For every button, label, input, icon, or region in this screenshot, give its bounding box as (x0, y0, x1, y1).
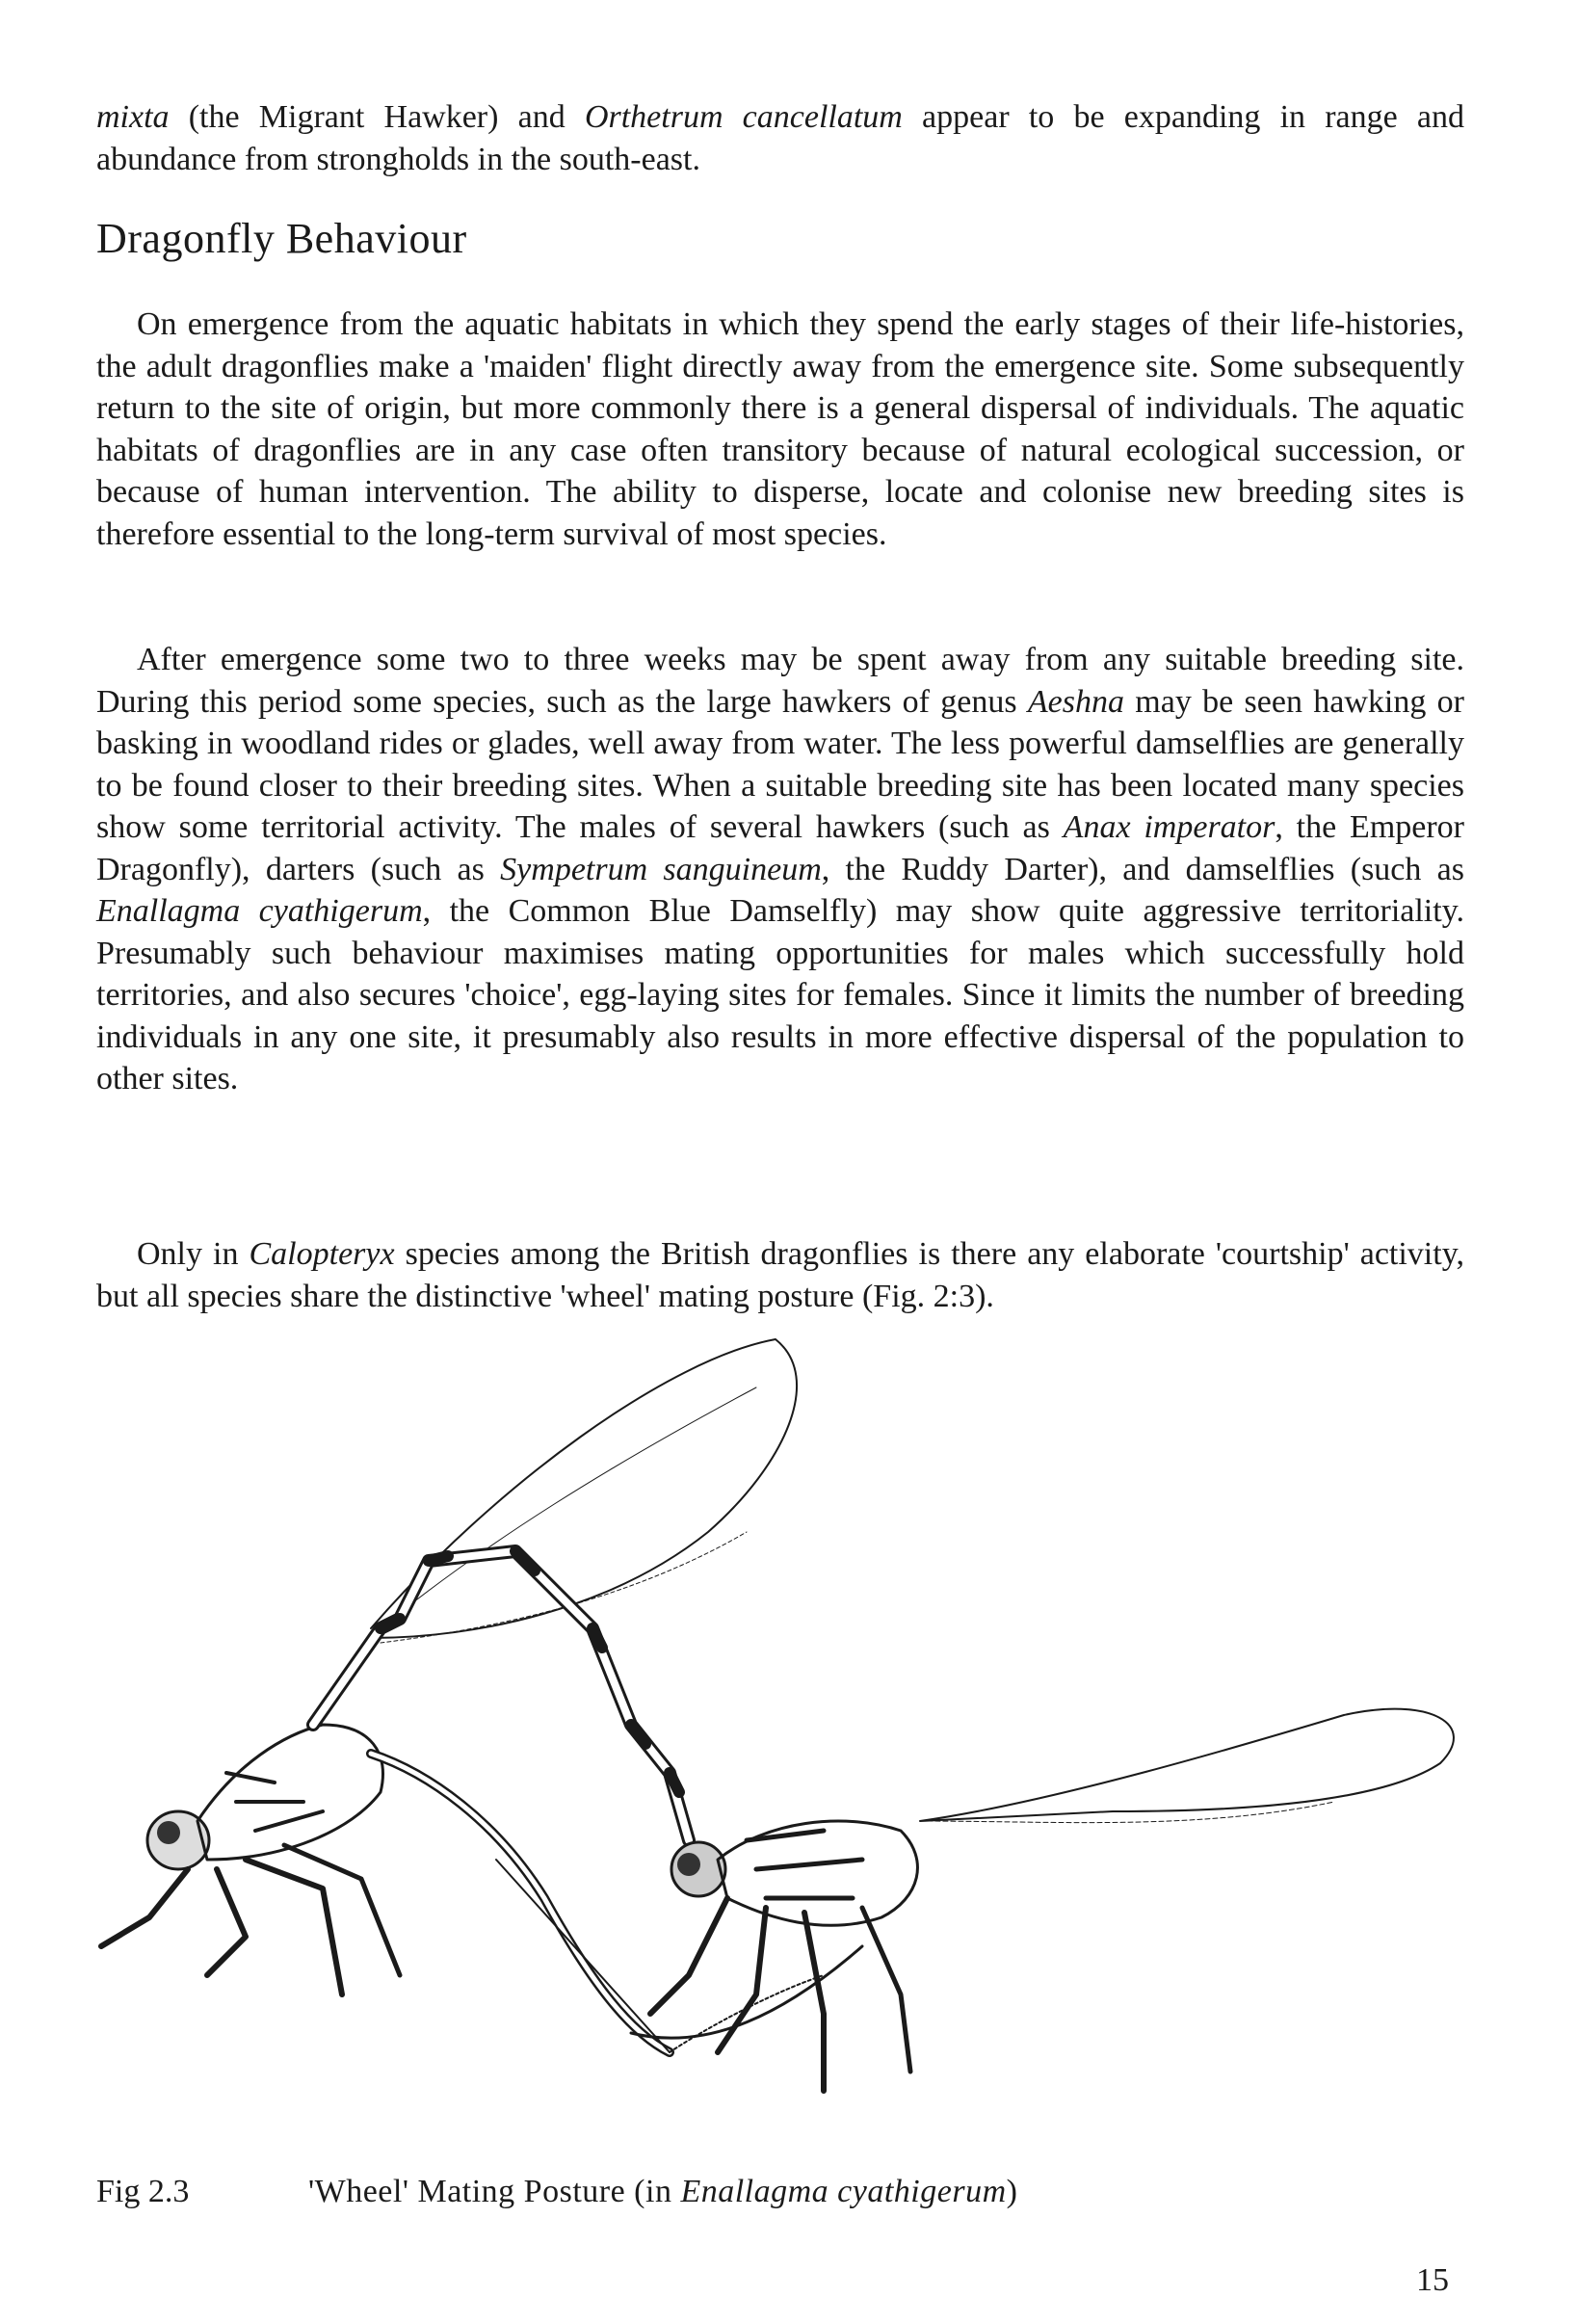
species-name: Orthetrum cancellatum (584, 99, 903, 135)
paragraph-courtship (96, 1233, 1464, 1317)
caption-text: 'Wheel' Mating Posture (in (308, 2174, 681, 2209)
species-name: mixta (96, 99, 170, 135)
intro-paragraph (96, 96, 1464, 180)
intro-text-1: (the Migrant Hawker) and (169, 99, 585, 135)
para3-text-1: Only in (137, 1236, 250, 1272)
species-name: Anax imperator (1063, 809, 1276, 845)
para3-text-2: species among the British dragonflies is there any elaborate 'courtship' activity, but all species share the distinctive 'wheel' mating posture (Fig. 2:3). (96, 1236, 1464, 1314)
paragraph-emergence: On emergence from the aquatic habitats in which they spend the early stages of their life-histories, the adult dragonflies make a 'maiden' flight directly away from the emergence site. Some subsequently return to the site of origin, but more commonly there is a general dispersal of individuals. The aquatic habitats of dragonflies are in any case often transitory because of natural ecological succession, or because of human intervention. The ability to disperse, locate and colonise new breeding sites is therefore essential to the long-term survival of most species. (96, 306, 1464, 552)
wheel-mating-illustration (92, 1320, 1498, 2158)
caption-end: ) (1006, 2174, 1018, 2209)
intro-text-2: appear to be expanding in range and abundance from strongholds in the south-east. (96, 99, 1465, 177)
species-name: Enallagma cyathigerum (96, 893, 423, 929)
para2-text-4: , the Ruddy Darter), and damselflies (such as (821, 851, 1465, 887)
species-name: Aeshna (1027, 683, 1124, 720)
figure-label: Fig 2.3 (96, 2174, 190, 2209)
species-name: Enallagma cyathigerum (680, 2174, 1007, 2209)
para2-text-5: , the Common Blue Damselfly) may show quite aggressive territoriality. Presumably such behaviour maximises mating opportunities for males which successfully hold territories, and also secures 'choice', egg-laying sites for females. Since it limits the number of breeding individuals in any one site, it presumably also results in more effective dispersal of the population to other sites. (96, 893, 1464, 1096)
para2-text-2: may be seen hawking or basking in woodland rides or glades, well away from water. The less powerful damselflies are generally to be found closer to their breeding sites. When a suitable breeding site has been located many species show some territorial activity. The males of several hawkers (such as (96, 683, 1464, 845)
para2-text-3: , the Emperor Dragonfly), darters (such as (96, 809, 1464, 887)
page-number: 15 (1416, 2262, 1449, 2298)
paragraph-territoriality (96, 639, 1464, 1100)
species-name: Calopteryx (249, 1236, 395, 1272)
para2-text-1: After emergence some two to three weeks may be spent away from any suitable breeding site. During this period some species, such as the large hawkers of genus (96, 642, 1464, 720)
figure-caption (308, 2174, 1017, 2210)
species-name: Sympetrum sanguineum (500, 851, 822, 887)
section-heading: Dragonfly Behaviour (96, 215, 467, 262)
